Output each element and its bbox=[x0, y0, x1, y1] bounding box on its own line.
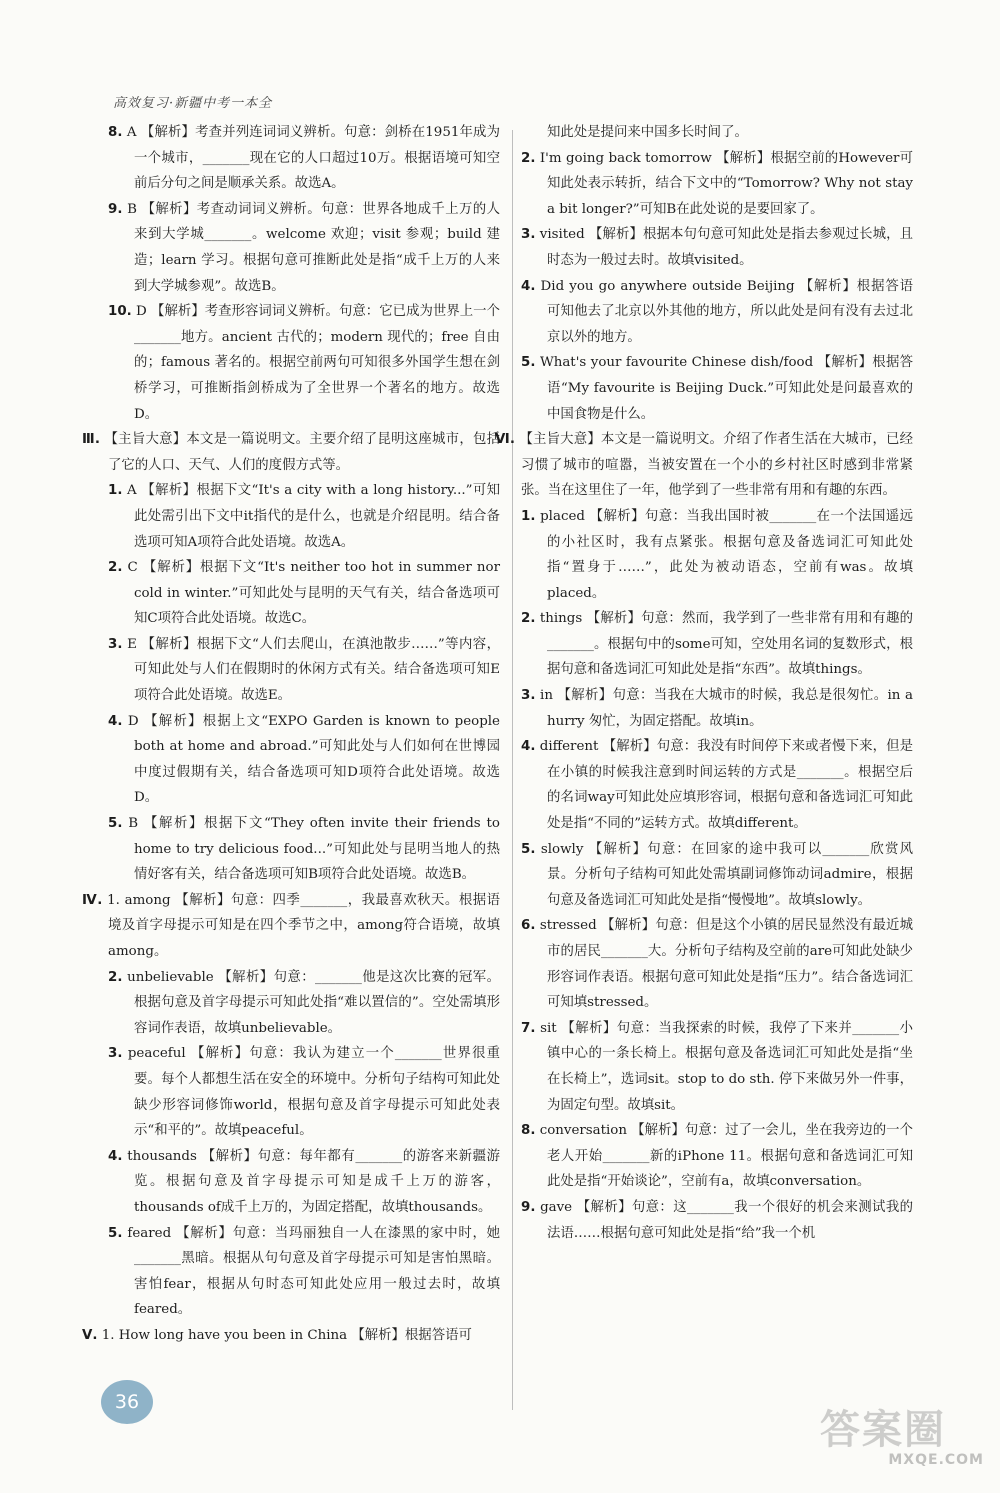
answer-text: in 【解析】句意：当我在大城市的时候，我总是很匆忙。in a hurry 匆忙，为固定搭配。故填in。 bbox=[540, 688, 913, 729]
answer-item bbox=[108, 965, 500, 1042]
answer-item bbox=[521, 606, 913, 683]
section-heading bbox=[82, 427, 501, 478]
item-number: 4. bbox=[108, 713, 123, 729]
column-divider bbox=[512, 130, 513, 1410]
item-number: 2. bbox=[108, 969, 123, 985]
answer-item bbox=[521, 1195, 913, 1246]
answer-text: A 【解析】考查并列连词词义辨析。句意：剑桥在1951年成为一个城市，_______现在它的人口超过10万。根据语境可知空前后分句之间是顺承关系。故选A。 bbox=[126, 125, 500, 192]
watermark-top: 答案圈 bbox=[820, 1407, 946, 1453]
item-number: 9. bbox=[108, 201, 123, 217]
section-heading bbox=[82, 1323, 500, 1349]
answer-item bbox=[108, 197, 500, 299]
answer-item bbox=[108, 1221, 500, 1323]
item-number: 3. bbox=[521, 227, 536, 243]
answer-item bbox=[521, 350, 913, 427]
answer-text: B 【解析】考查动词词义辨析。句意：世界各地成千上万的人来到大学城_______。welcome 欢迎；visit 参观；build 建造；learn 学习。根据句意可推断此处是指“成千上万的人来到大学城参观”。故选B。 bbox=[127, 201, 500, 294]
answer-text: stressed 【解析】句意：但是这个小镇的居民显然没有最近城市的居民_______大。分析句子结构及空前的are可知此处缺少形容词作表语。根据句意可知此处是指“压力”。结合备选词汇可知填stressed。 bbox=[539, 918, 913, 1011]
answer-text: placed 【解析】句意：当我出国时被_______在一个法国遥远的小社区时，我有点紧张。根据句意及备选词汇可知此处指“置身于……”，此处为被动语态，空前有was。故填placed。 bbox=[540, 508, 913, 601]
page-header: 高效复习·新疆中考一本全 bbox=[113, 96, 273, 111]
section-summary: 【主旨大意】本文是一篇说明文。主要介绍了昆明这座城市，包括了它的人口、天气、人们的度假方式等。 bbox=[104, 432, 501, 473]
item-number: 4. bbox=[108, 1148, 123, 1164]
answer-item bbox=[108, 1041, 500, 1143]
answer-text: E 【解析】根据下文“人们去爬山，在滇池散步……”等内容，可知此处与人们在假期时的休闲方式有关。结合备选项可知E项符合此处语境。故选E。 bbox=[127, 636, 500, 704]
item-number: 3. bbox=[108, 636, 123, 652]
answer-text: D 【解析】根据上文“EXPO Garden is known to people both at home and abroad.”可知此处与人们如何在世博园中度过假期有关，结合备选项可知D项符合此处语境。故选D。 bbox=[127, 713, 500, 806]
section-summary: 1. How long have you been in China 【解析】根据答语可 bbox=[101, 1327, 472, 1343]
answer-item bbox=[108, 555, 500, 632]
answer-text: thousands 【解析】句意：每年都有_______的游客来新疆游览。根据句意及首字母提示可知是成千上万的游客，thousands of成千上万的，为固定搭配，故填thousands。 bbox=[127, 1148, 500, 1215]
answer-item bbox=[521, 913, 913, 1015]
answer-item bbox=[108, 1144, 500, 1221]
answer-text: C 【解析】根据下文“It's neither too hot in summer nor cold in winter.”可知此处与昆明的天气有关，结合备选项可知C项符合此处语境。故选C。 bbox=[127, 560, 500, 627]
answer-text: different 【解析】句意：我没有时间停下来或者慢下来，但是在小镇的时候我注意到时间运转的方式是_______。根据空后的名词way可知此处应填形容词，根据句意和备选词汇可知此处是指“不同的”运转方式。故填different。 bbox=[539, 739, 913, 832]
answer-text: 知此处是提问来中国多长时间了。 bbox=[547, 125, 748, 140]
answer-item bbox=[108, 811, 500, 888]
answer-text: conversation 【解析】句意：过了一会儿，坐在我旁边的一个老人开始_______新的iPhone 11。根据句意和备选词汇可知此处是指“开始谈论”，空前有a，故填conversation。 bbox=[539, 1123, 913, 1190]
answer-item bbox=[521, 222, 913, 273]
item-number: 5. bbox=[521, 841, 536, 857]
answer-item bbox=[521, 1118, 913, 1195]
left-column bbox=[82, 120, 501, 1349]
item-number: 4. bbox=[521, 278, 536, 294]
right-column bbox=[495, 120, 913, 1246]
answer-item bbox=[521, 1016, 913, 1118]
item-number: 4. bbox=[521, 739, 536, 755]
answer-item bbox=[108, 632, 500, 709]
answer-item bbox=[108, 299, 500, 427]
answer-item bbox=[521, 734, 913, 836]
item-number: 2. bbox=[108, 560, 123, 576]
section-heading bbox=[495, 427, 913, 504]
answer-text: Did you go anywhere outside Beijing 【解析】根据答语可知他去了北京以外其他的地方，所以此处是问有没有去过北京以外的地方。 bbox=[540, 278, 913, 345]
item-number: 8. bbox=[108, 125, 123, 140]
item-number: 5. bbox=[108, 1225, 123, 1241]
watermark-bottom: MXQE.COM bbox=[888, 1452, 984, 1468]
item-number: 8. bbox=[521, 1123, 536, 1139]
item-number: 6. bbox=[521, 918, 536, 934]
item-number: 7. bbox=[521, 1020, 536, 1036]
answer-text: I'm going back tomorrow 【解析】根据空前的However可知此处表示转折，结合下文中的“Tomorrow? Why not stay a bit longer?”可知B在此处说的是要回家了。 bbox=[539, 150, 913, 217]
answer-text: sit 【解析】句意：当我探索的时候，我停了下来并_______小镇中心的一条长椅上。根据句意及备选词汇可知此处是指“坐在长椅上”，选词sit。stop to do sth. 停下来做另外一件事，为固定句型。故填sit。 bbox=[540, 1020, 913, 1113]
answer-text: unbelievable 【解析】句意：_______他是这次比赛的冠军。根据句意及首字母提示可知此处指“难以置信的”。空处需填形容词作表语，故填unbelievable。 bbox=[127, 969, 500, 1036]
section-number: Ⅵ. bbox=[495, 432, 515, 448]
answer-text: things 【解析】句意：然而，我学到了一些非常有用和有趣的_______。根据句中的some可知，空处用名词的复数形式，根据句意和备选词汇可知此处是指“东西”。故填things。 bbox=[539, 611, 913, 678]
section-summary: 1. among 【解析】句意：四季_______，我最喜欢秋天。根据语境及首字母提示可知是在四个季节之中，among符合语境，故填among。 bbox=[107, 892, 500, 959]
answer-text: B 【解析】根据下文“They often invite their friends to home to try delicious food...”可知此处与昆明当地人的热情好客有关，结合备选项可知B项符合此处语境。故选B。 bbox=[128, 816, 500, 883]
item-number: 5. bbox=[108, 816, 123, 832]
item-number: 5. bbox=[521, 355, 536, 371]
section-summary: 【主旨大意】本文是一篇说明文。介绍了作者生活在大城市，已经习惯了城市的喧嚣，当被安置在一个小的乡村社区时感到非常紧张。当在这里住了一年，他学到了一些非常有用和有趣的东西。 bbox=[519, 432, 913, 499]
answer-item bbox=[108, 120, 500, 197]
item-number: 3. bbox=[521, 688, 536, 704]
answer-continuation bbox=[521, 120, 913, 146]
answer-item bbox=[521, 146, 913, 223]
answer-text: peaceful 【解析】句意：我认为建立一个_______世界很重要。每个人都想生活在安全的环境中。分析句子结构可知此处缺少形容词修饰world，根据句意及首字母提示可知此处表示“和平的”。故填peaceful。 bbox=[127, 1046, 500, 1139]
item-number: 1. bbox=[521, 508, 536, 524]
item-number: 10. bbox=[108, 304, 132, 320]
answer-text: What's your favourite Chinese dish/food 【解析】根据答语“My favourite is Beijing Duck.”可知此处是问最喜欢的中国食物是什么。 bbox=[539, 355, 913, 422]
watermark-logo bbox=[820, 1408, 990, 1488]
answer-item bbox=[108, 478, 500, 555]
answer-item bbox=[521, 683, 913, 734]
section-number: Ⅳ. bbox=[82, 892, 103, 908]
answer-text: gave 【解析】句意：这_______我一个很好的机会来测试我的法语……根据句意可知此处是指“给”我一个机 bbox=[540, 1199, 913, 1241]
item-number: 2. bbox=[521, 150, 536, 166]
item-number: 1. bbox=[108, 483, 123, 499]
item-number: 2. bbox=[521, 611, 536, 627]
page-number-badge: 36 bbox=[101, 1380, 153, 1424]
answer-text: feared 【解析】句意：当玛丽独自一人在漆黑的家中时，她_______黑暗。根据从句句意及首字母提示可知是害怕黑暗。害怕fear，根据从句时态可知此处应用一般过去时，故填feared。 bbox=[127, 1225, 500, 1318]
item-number: 3. bbox=[108, 1046, 123, 1062]
answer-text: visited 【解析】根据本句句意可知此处是指去参观过长城，且时态为一般过去时。故填visited。 bbox=[539, 227, 913, 268]
answer-item bbox=[521, 837, 913, 914]
answer-item bbox=[521, 274, 913, 351]
item-number: 9. bbox=[521, 1199, 536, 1215]
answer-text: slowly 【解析】句意：在回家的途中我可以_______欣赏风景。分析句子结构可知此处需填副词修饰动词admire，根据句意及备选词汇可知此处是指“慢慢地”。故填slowly。 bbox=[540, 841, 913, 908]
answer-item bbox=[108, 709, 500, 811]
section-number: Ⅴ. bbox=[82, 1327, 98, 1343]
answer-text: A 【解析】根据下文“It's a city with a long history...”可知此处需引出下文中it指代的是什么，也就是介绍昆明。结合备选项可知A项符合此处语境。故选A。 bbox=[127, 483, 500, 550]
answer-item bbox=[521, 504, 913, 606]
section-heading bbox=[82, 888, 500, 965]
answer-text: D 【解析】考查形容词词义辨析。句意：它已成为世界上一个_______地方。ancient 古代的；modern 现代的；free 自由的；famous 著名的。根据空前两句可知很多外国学生想在剑桥学习，可推断指剑桥成为了全世界一个著名的地方。故选D。 bbox=[134, 304, 500, 422]
section-number: Ⅲ. bbox=[82, 432, 101, 448]
